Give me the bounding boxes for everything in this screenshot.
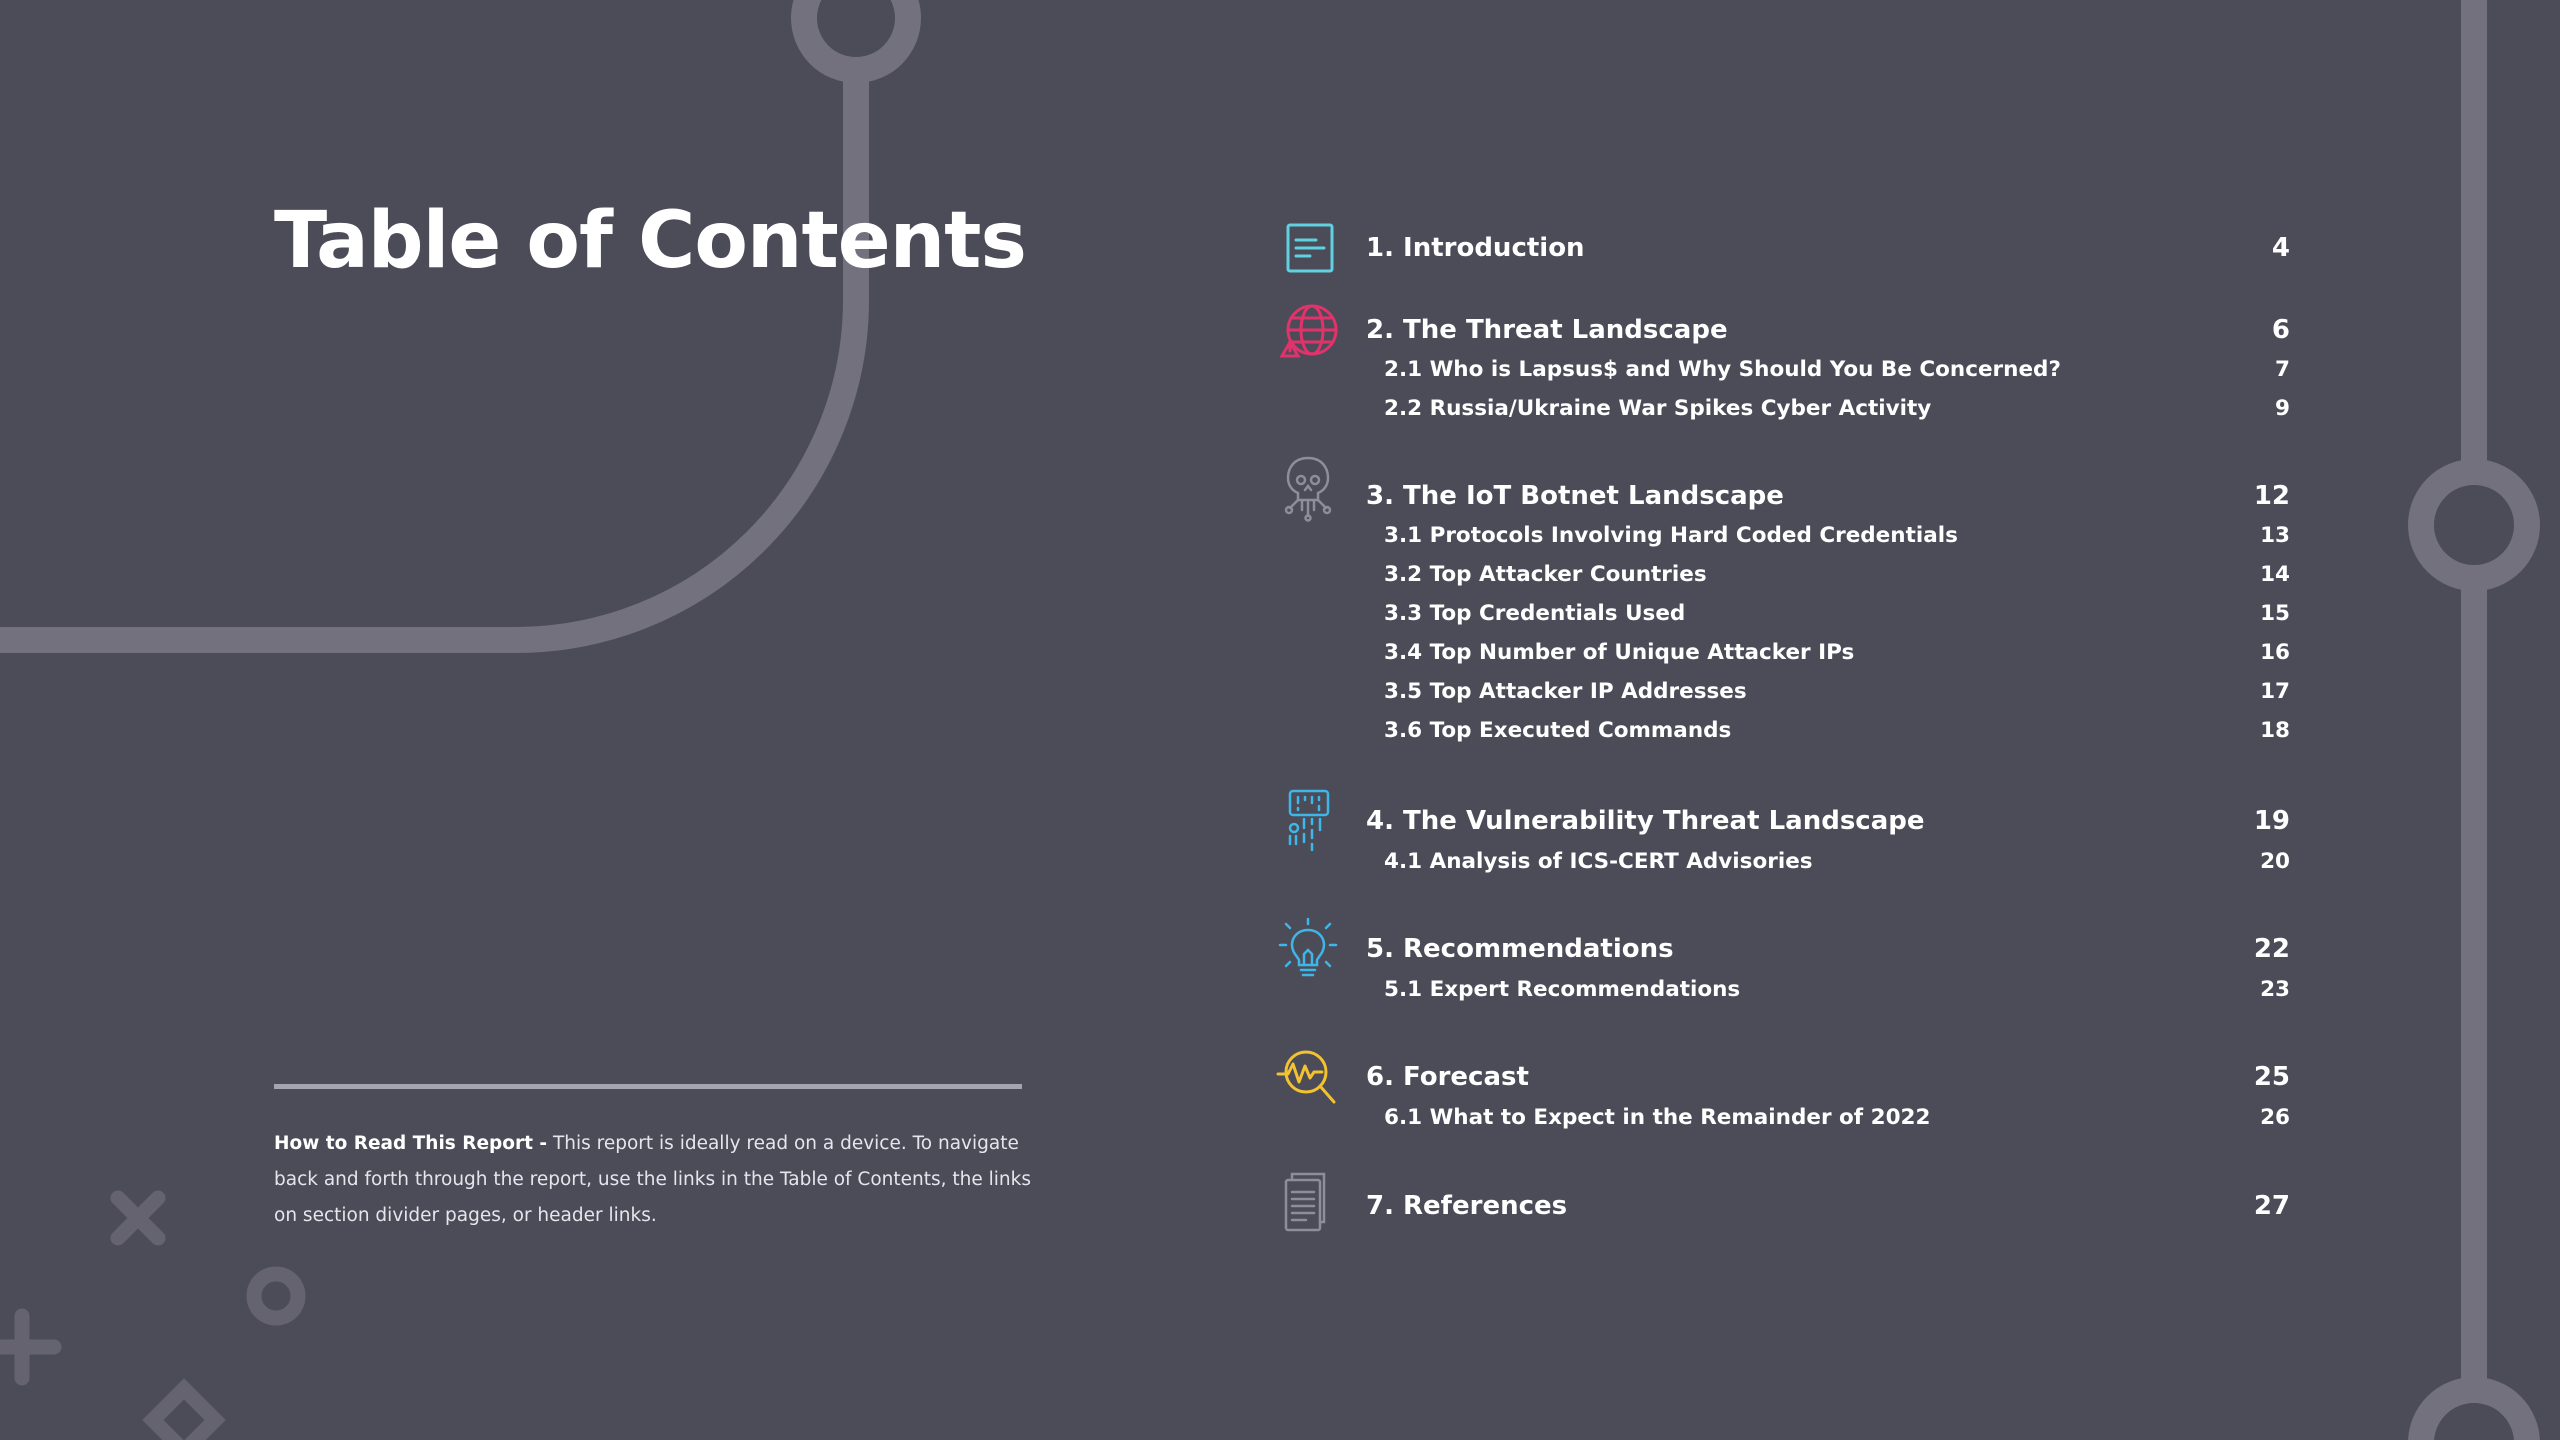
toc-page-number: 6 bbox=[2271, 315, 2290, 345]
toc-link-3-6[interactable] bbox=[0, 711, 2290, 751]
toc-page-number: 13 bbox=[2260, 523, 2290, 548]
toc-sub-label: 5.1 Expert Recommendations bbox=[1384, 977, 1741, 1002]
toc-label: 3. The IoT Botnet Landscape bbox=[1366, 481, 1784, 511]
toc-link-recommendations[interactable] bbox=[0, 929, 2290, 969]
toc-sub-label: 3.1 Protocols Involving Hard Coded Credentials bbox=[1384, 523, 1958, 548]
toc-link-vulnerability[interactable] bbox=[0, 801, 2290, 841]
toc-sub-label: 3.3 Top Credentials Used bbox=[1384, 601, 1686, 626]
toc-page-number: 27 bbox=[2253, 1191, 2290, 1221]
toc-link-4-1[interactable] bbox=[0, 842, 2290, 882]
toc-sub-label: 3.5 Top Attacker IP Addresses bbox=[1384, 679, 1747, 704]
toc-sub-label: 6.1 What to Expect in the Remainder of 2022 bbox=[1384, 1105, 1931, 1130]
toc-sub-label: 4.1 Analysis of ICS-CERT Advisories bbox=[1384, 849, 1813, 874]
toc-link-forecast[interactable] bbox=[0, 1057, 2290, 1097]
toc-page-number: 26 bbox=[2260, 1105, 2290, 1130]
how-to-read-body: This report is ideally read on a device. To navigate back and forth through the report, use the links in the Table of Contents, the links on section divider pages, or header links. bbox=[274, 1133, 1032, 1226]
toc-label: 4. The Vulnerability Threat Landscape bbox=[1366, 806, 1925, 836]
toc-link-2-1[interactable] bbox=[0, 350, 2290, 390]
toc-page-number: 4 bbox=[2271, 233, 2290, 263]
toc-page-number: 23 bbox=[2260, 977, 2290, 1002]
how-to-read-heading: How to Read This Report - bbox=[274, 1133, 548, 1154]
toc-page-number: 12 bbox=[2253, 481, 2290, 511]
toc-link-2-2[interactable] bbox=[0, 389, 2290, 429]
toc-sub-label: 2.2 Russia/Ukraine War Spikes Cyber Activity bbox=[1384, 396, 1932, 421]
toc-link-5-1[interactable] bbox=[0, 970, 2290, 1010]
toc-link-3-4[interactable] bbox=[0, 633, 2290, 673]
toc-label: 5. Recommendations bbox=[1366, 934, 1674, 964]
toc-page-number: 25 bbox=[2253, 1062, 2290, 1092]
toc-page-number: 20 bbox=[2260, 849, 2290, 874]
toc-label: 7. References bbox=[1366, 1191, 1568, 1221]
toc-link-3-3[interactable] bbox=[0, 594, 2290, 634]
toc-page-number: 9 bbox=[2275, 396, 2290, 421]
toc-sub-label: 3.6 Top Executed Commands bbox=[1384, 718, 1732, 743]
toc-page-number: 18 bbox=[2260, 718, 2290, 743]
toc-link-threat-landscape[interactable] bbox=[0, 310, 2290, 350]
toc-link-3-2[interactable] bbox=[0, 555, 2290, 595]
toc-link-6-1[interactable] bbox=[0, 1098, 2290, 1138]
toc-page-number: 14 bbox=[2260, 562, 2290, 587]
toc-page-number: 19 bbox=[2253, 806, 2290, 836]
toc-link-references[interactable] bbox=[0, 1186, 2290, 1226]
toc-link-introduction[interactable] bbox=[0, 228, 2290, 268]
toc-label: 1. Introduction bbox=[1366, 233, 1585, 263]
toc-sub-label: 2.1 Who is Lapsus$ and Why Should You Be Concerned? bbox=[1384, 357, 2061, 382]
toc-sub-label: 3.4 Top Number of Unique Attacker IPs bbox=[1384, 640, 1855, 665]
toc-page-number: 22 bbox=[2253, 934, 2290, 964]
toc-sub-label: 3.2 Top Attacker Countries bbox=[1384, 562, 1707, 587]
page-title: Table of Contents bbox=[274, 196, 1026, 286]
toc-label: 6. Forecast bbox=[1366, 1062, 1529, 1092]
toc-page-number: 16 bbox=[2260, 640, 2290, 665]
toc-page-number: 17 bbox=[2260, 679, 2290, 704]
toc-page-number: 15 bbox=[2260, 601, 2290, 626]
toc-label: 2. The Threat Landscape bbox=[1366, 315, 1728, 345]
toc-link-3-5[interactable] bbox=[0, 672, 2290, 712]
toc-page-number: 7 bbox=[2275, 357, 2290, 382]
toc-link-iot-botnet[interactable] bbox=[0, 476, 2290, 516]
toc-link-3-1[interactable] bbox=[0, 516, 2290, 556]
